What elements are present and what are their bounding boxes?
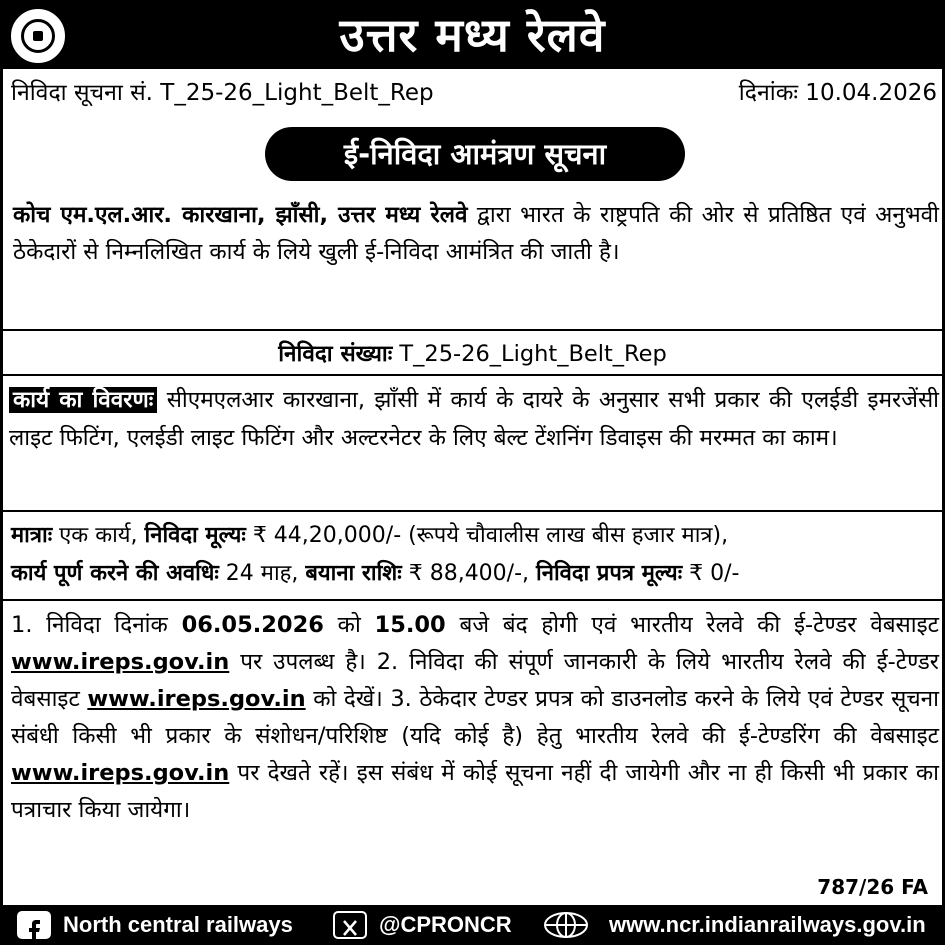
work-description <box>9 381 939 457</box>
completion-period-value: 24 माह, <box>218 561 306 586</box>
etender-banner: ई-निविदा आमंत्रण सूचना <box>265 127 685 181</box>
divider <box>3 329 942 331</box>
facebook-icon <box>17 911 51 939</box>
notice-number: निविदा सूचना सं. T_25-26_Light_Belt_Rep <box>11 80 434 106</box>
tender-number-label: निविदा संख्याः <box>278 341 393 367</box>
work-description-label: कार्य का विवरणः <box>9 387 157 413</box>
page-title: उत्तर मध्य रेलवे <box>339 8 606 62</box>
conditions-text: को देखें। 3. ठेकेदार टेण्डर प्रपत्र को डाउनलोड करने के लिये एवं टेण्डर सूचना संबंधी किसी भी प्रकार के संशोधन/परिशिष्ट (यदि कोई है) हेतु भारतीय रेलवे की ई-टेण्डरिंग की वेबसाइट <box>11 686 939 749</box>
quantity-value: एक कार्य, <box>52 523 145 548</box>
emd-label: बयाना राशिः <box>305 561 402 586</box>
divider <box>3 599 942 601</box>
header-bar <box>3 3 942 69</box>
quantity-label: मात्राः <box>11 523 53 548</box>
emd-value: ₹ 88,400/-, <box>401 561 537 586</box>
conditions-text: पर उपलब्ध है। 2. निविदा की संपूर्ण जानकारी के लिये भारतीय रेलवे की ई-टेण्डर वेबसाइट <box>11 649 939 712</box>
website-url: www.ncr.indianrailways.gov.in <box>609 912 926 937</box>
tender-details <box>11 517 939 593</box>
facebook-handle: North central railways <box>63 912 293 937</box>
form-cost-label: निविदा प्रपत्र मूल्यः <box>536 561 683 586</box>
intro-text: द्वारा भारत के राष्ट्रपति की ओर से प्रतिष्ठित एवं अनुभवी ठेकेदारों से निम्नलिखित कार्य के लिये खुली ई-निविदा आमंत्रित की जाती है। <box>13 202 940 265</box>
work-description-text: सीएमएलआर कारखाना, झाँसी में कार्य के दायरे के अनुसार सभी प्रकार की एलईडी इमरजेंसी लाइट फिटिंग, एलईडी लाइट फिटिंग और अल्टरनेटर के लिए बेल्ट टेंशनिंग डिवाइस की मरम्मत का काम। <box>9 387 939 451</box>
divider <box>3 510 942 512</box>
x-handle: @CPRONCR <box>379 912 512 937</box>
closing-time: 15.00 <box>374 612 446 638</box>
completion-period-label: कार्य पूर्ण करने की अवधिः <box>11 561 219 586</box>
ireps-link[interactable]: www.ireps.gov.in <box>11 649 230 675</box>
tender-value-label: निविदा मूल्यः <box>144 523 246 548</box>
conditions-text: बजे बंद होगी एवं भारतीय रेलवे की ई-टेण्डर वेबसाइट <box>445 612 939 638</box>
intro-paragraph <box>13 197 939 271</box>
notice-row <box>9 75 939 111</box>
tender-value: ₹ 44,20,000/- (रूपये चौवालीस लाख बीस हजार मात्र), <box>245 523 729 548</box>
ireps-link[interactable]: www.ireps.gov.in <box>87 686 306 712</box>
divider <box>3 374 942 376</box>
footer-bar <box>3 905 942 945</box>
x-logo-icon <box>333 911 367 939</box>
ireps-link[interactable]: www.ireps.gov.in <box>11 760 230 786</box>
tender-number <box>3 336 942 372</box>
notice-date: दिनांकः 10.04.2026 <box>738 80 937 106</box>
conditions-text: 1. निविदा दिनांक <box>11 612 182 638</box>
tender-number-value: T_25-26_Light_Belt_Rep <box>392 341 667 367</box>
conditions-paragraph <box>11 607 939 829</box>
conditions-text: पर देखते रहें। इस संबंध में कोई सूचना नहीं दी जायेगी और ना ही किसी भी प्रकार का पत्राचार किया जायेगा। <box>11 760 939 823</box>
form-cost-value: ₹ 0/- <box>682 561 740 586</box>
closing-date: 06.05.2026 <box>181 612 324 638</box>
reference-code: 787/26 FA <box>817 875 928 899</box>
intro-bold: कोच एम.एल.आर. कारखाना, झाँसी, उत्तर मध्य रेलवे <box>13 202 468 228</box>
conditions-text: को <box>323 612 375 638</box>
globe-icon <box>543 911 577 939</box>
